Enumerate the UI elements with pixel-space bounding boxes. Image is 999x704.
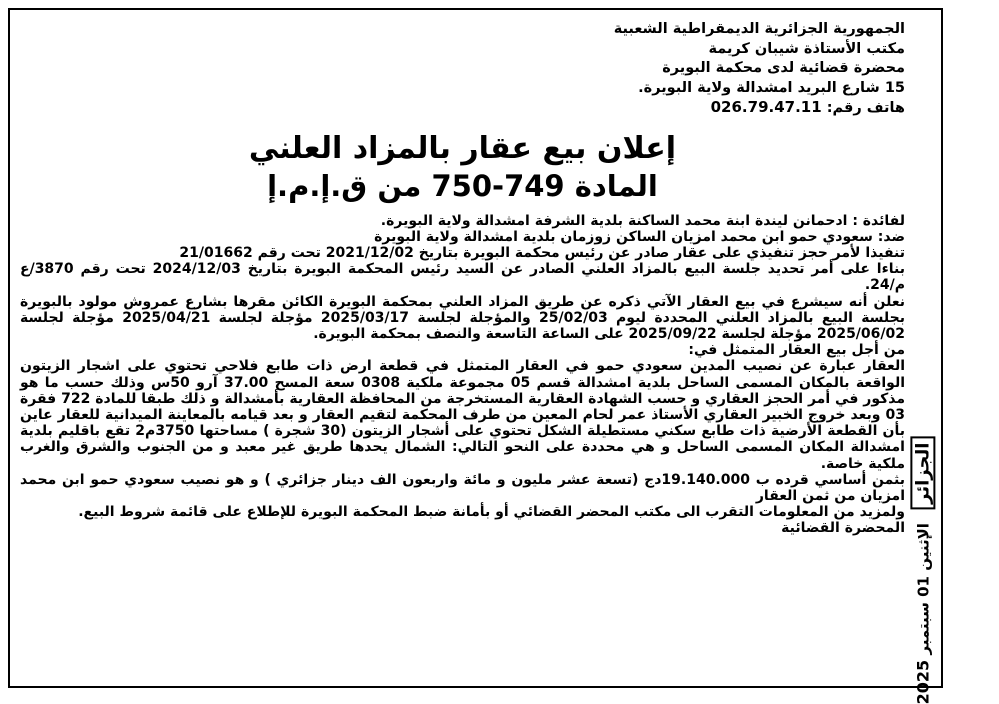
- against-line: ضد: سعودي حمو ابن محمد امزيان الساكن زوزمان بلدية امشدالة ولاية البويرة: [374, 228, 905, 245]
- phone-number: 026.79.47.11: [710, 98, 822, 116]
- issue-year: 2025: [913, 659, 933, 704]
- announcement-content: [20, 20, 905, 678]
- header-country: الجمهورية الجزائرية الديمقراطية الشعبية: [613, 21, 905, 37]
- announcement-frame: [8, 8, 943, 704]
- sidebar-text: [913, 436, 934, 704]
- property-heading: من أجل بيع العقار المتمثل في:: [688, 342, 905, 359]
- phone-label: هاتف رقم:: [826, 100, 905, 116]
- announcement-body: [20, 213, 905, 537]
- issue-day: الإثنين 01 سبتمبر: [914, 522, 933, 655]
- session-order-paragraph: بناءا على أمر تحديد جلسة البيع بالمزاد العلني الصادر عن السيد رئيس المحكمة البويرة بتاريخ 2024/12/03 تحت رقم 3870/ع م/24.: [20, 261, 905, 294]
- title-main: إعلان بيع عقار بالمزاد العلني: [248, 130, 677, 166]
- header-address: 15 شارع البريد امشدالة ولاية البويرة.: [638, 79, 905, 96]
- signature: المحضرة القضائية: [781, 520, 905, 537]
- title-article: المادة 749-750 من ق.إ.م.إ: [267, 168, 658, 203]
- sale-schedule-paragraph: نعلن أنه سيشرع في بيع العقار الآتي ذكره عن طريق المزاد العلني بمحكمة البويرة الكائن مقرها بشارع عمروش مولود بالبويرة بجلسة البيع بالمزاد العلني المحددة ليوم 25/02/03 والمؤجلة لجلسة 2025/03/17 مؤجلة لجلسة 2025/04/21 مؤجلة لجلسة 2025/06/02 مؤجلة لجلسة 2025/09/22 على الساعة التاسعة والنصف بمحكمة البويرة.: [20, 293, 905, 342]
- property-description: العقار عبارة عن نصيب المدين سعودي حمو في العقار المتمثل في قطعة ارض ذات طابع فلاحي تحتوي على اشجار الزيتون الواقعة بالمكان المسمى الساحل بلدية امشدالة قسم 05 مجموعة ملكية 0308 سعة المسح 37.00 آرو 50س وذلك حسب ما هو مذكور في أمر الحجز العقاري و حسب الشهادة العقارية المستخرجة من المحافظة العقارية بأمشدالة و ذلك طبقا للمادة 722 فقرة 03 وبعد خروج الخبير العقاري الأستاذ عمر لحام المعين من طرف المحكمة لتقيم العقار و بعد قيامه بالمعاينة الميدانية للعقار عاين بأن القطعة الأرضية ذات طابع سكني مستطيلة الشكل تحتوي على أشجار الزيتون (30 شجرة ) مساحتها 3750م2 تقع باقليم بلدية امشدالة المكان المسمى الساحل و هي محددة على النحو التالي: الشمال يحدها طريق غير معبد و من الجنوب والشرق والغرب ملكية خاصة.: [20, 358, 906, 472]
- header-role: محضرة قضائية لدى محكمة البويرة: [662, 60, 905, 76]
- announcement-title: [20, 131, 905, 205]
- beneficiary-line: لفائدة : ادحمانن ليندة ابنة محمد الساكنة بلدية الشرفة امشدالة ولاية البويرة.: [380, 212, 905, 229]
- seizure-order-paragraph: تنفيذا لأمر حجز تنفيذي على عقار صادر عن رئيس محكمة البويرة بتاريخ 2021/12/02 تحت رقم 21/01662: [179, 244, 905, 261]
- base-price-paragraph: بثمن أساسي قرده ب 19.140.000دج (تسعة عشر مليون و مائة واربعون الف دينار جزائري ) و هو نصيب سعودي حمو ابن محمد امزيان من ثمن العقار: [20, 471, 905, 504]
- header-office: مكتب الأستاذة شيبان كريمة: [708, 40, 905, 57]
- newspaper-sidebar: [909, 442, 937, 704]
- newspaper-brand: الجزائر: [911, 436, 936, 509]
- office-header: [20, 20, 905, 119]
- issue-date: [915, 523, 933, 704]
- header-phone: [20, 98, 905, 119]
- info-paragraph: ولمزيد من المعلومات التقرب الى مكتب المحضر القضائي أو بأمانة ضبط المحكمة البويرة للإطلاع على قائمة شروط البيع.: [78, 504, 905, 521]
